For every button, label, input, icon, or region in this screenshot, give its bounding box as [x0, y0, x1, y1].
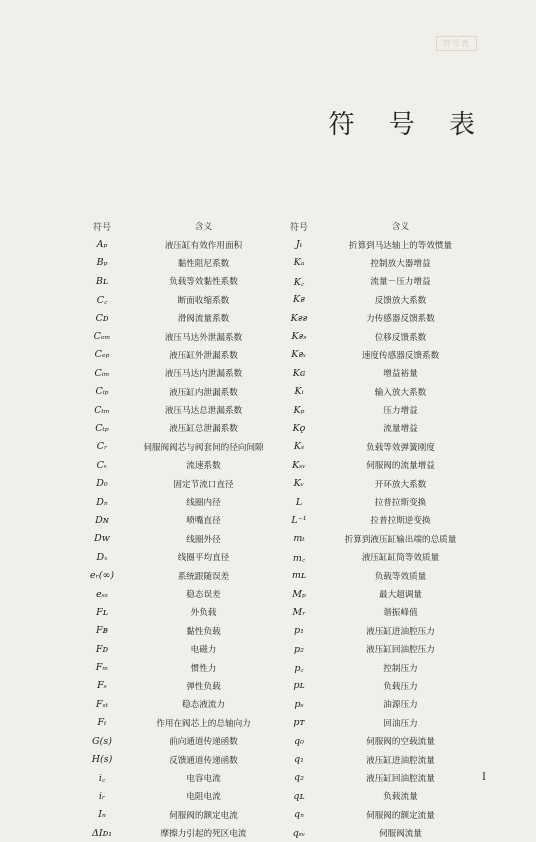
table-row — [275, 309, 478, 327]
symbol-cell: pʟ — [293, 680, 305, 692]
column-header — [275, 217, 478, 235]
symbol-cell: p₁ — [294, 625, 304, 637]
meaning-cell: 伺服阀的额定电流 — [169, 810, 238, 821]
symbol-cell: Cᴅ — [95, 312, 109, 324]
table-row — [275, 419, 478, 437]
symbol-cell: Kғ — [293, 294, 305, 306]
meaning-cell: 伺服阀阀芯与阀套间的径向间隙 — [143, 442, 264, 453]
table-row — [275, 622, 478, 640]
symbol-cell: Aₚ — [96, 239, 108, 251]
meaning-cell: 折算到马达轴上的等效惯量 — [348, 240, 453, 251]
table-row — [72, 254, 275, 272]
meaning-cell: 负载等效质量 — [374, 571, 427, 582]
symbol-cell: Dₓ — [96, 551, 108, 563]
meaning-cell: 油源压力 — [383, 700, 418, 711]
symbol-cell: Kɢ — [292, 367, 306, 379]
table-row — [275, 364, 478, 382]
table-row — [72, 235, 275, 253]
symbol-header: 符号 — [289, 222, 308, 233]
symbol-cell: Kғₛ — [291, 331, 307, 343]
meaning-cell: 惯性力 — [190, 663, 217, 674]
table-row — [72, 530, 275, 548]
table-row — [72, 566, 275, 584]
symbol-cell: Fₜ — [97, 717, 107, 729]
symbol-cell: Dₙ — [96, 496, 108, 508]
meaning-cell: 电容电流 — [186, 773, 221, 784]
meaning-cell: 液压缸内泄漏系数 — [169, 387, 238, 398]
symbol-cell: q₀ — [294, 735, 304, 747]
table-row — [275, 695, 478, 713]
meaning-cell: 稳态误差 — [186, 590, 221, 600]
table-row — [275, 750, 478, 768]
table-row — [275, 456, 478, 474]
meaning-cell: 控制放大器增益 — [370, 258, 431, 269]
meaning-cell: 线圈内径 — [186, 498, 221, 509]
table-row — [275, 291, 478, 309]
table-row — [275, 474, 478, 492]
symbol-cell: Cᵢₚ — [95, 386, 109, 398]
symbol-cell: Cₜₘ — [94, 404, 110, 416]
symbol-cell: Cᵥ — [96, 459, 108, 471]
meaning-cell: 弹性负载 — [186, 681, 221, 692]
table-row — [72, 474, 275, 492]
symbol-cell: Kғᵥ — [291, 349, 307, 361]
table-row — [72, 750, 275, 768]
meaning-cell: 作用在阀芯上的总轴向力 — [156, 718, 251, 729]
meaning-cell: 压力增益 — [383, 406, 418, 417]
meaning-cell: 位移反馈系数 — [374, 332, 427, 343]
table-row — [72, 327, 275, 345]
symbol-cell: mʟ — [291, 570, 307, 582]
meaning-cell: 液压缸进油腔压力 — [366, 626, 435, 637]
meaning-cell: 反馈放大系数 — [374, 295, 427, 306]
meaning-cell: 电阻电流 — [186, 792, 221, 803]
meaning-cell: 负载等效黏性系数 — [169, 277, 238, 288]
meaning-cell: 伺服阀的空载流量 — [366, 737, 435, 748]
symbol-cell: Dᴡ — [94, 533, 110, 545]
symbol-cell: Mᵣ — [292, 606, 306, 618]
meaning-cell: 谐振峰值 — [383, 608, 418, 619]
table-row — [72, 548, 275, 566]
symbol-cell: qₛᵥ — [292, 827, 306, 839]
symbol-cell: L — [295, 496, 303, 508]
meaning-cell: 速度传感器反馈系数 — [361, 350, 440, 361]
symbol-cell: Bʟ — [95, 275, 109, 287]
symbol-cell: Kғғ — [290, 312, 308, 324]
symbol-table — [72, 217, 478, 842]
table-row — [72, 291, 275, 309]
table-row — [72, 714, 275, 732]
meaning-cell: 液压马达内泄漏系数 — [164, 369, 243, 380]
symbol-cell: p₂ — [294, 643, 304, 655]
symbol-cell: Dɴ — [95, 514, 109, 526]
table-row — [275, 493, 478, 511]
meaning-cell: 伺服阀的额定流量 — [366, 810, 435, 821]
table-row — [72, 419, 275, 437]
table-row — [275, 732, 478, 750]
symbol-cell: D₀ — [96, 478, 108, 490]
symbol-cell: qₙ — [294, 809, 304, 821]
table-row — [275, 346, 478, 364]
symbol-cell: Cₑₚ — [94, 349, 110, 361]
table-row — [72, 309, 275, 327]
symbol-cell: eᵣ(∞) — [89, 570, 115, 582]
table-row — [275, 401, 478, 419]
table-row — [72, 364, 275, 382]
table-row — [275, 383, 478, 401]
table-row — [72, 640, 275, 658]
meaning-cell: 前向通道传递函数 — [169, 737, 238, 748]
symbol-cell: Kₚ — [293, 404, 305, 416]
table-row — [275, 327, 478, 345]
symbol-cell: Fₛₜ — [95, 698, 109, 710]
table-row — [275, 585, 478, 603]
meaning-cell: 液压缸缸筒等效质量 — [361, 553, 440, 564]
table-row — [275, 254, 478, 272]
meaning-cell: 摩擦力引起的死区电流 — [160, 829, 247, 840]
meaning-cell: 液压马达外泄漏系数 — [164, 332, 243, 343]
table-row — [72, 824, 275, 842]
meaning-header: 含义 — [391, 222, 410, 233]
symbol-cell: Kᵥ — [293, 478, 305, 490]
meaning-cell: 折算到液压缸输出端的总质量 — [344, 534, 457, 545]
meaning-cell: 流速系数 — [186, 461, 221, 472]
meaning-cell: 输入放大系数 — [374, 387, 427, 398]
symbol-cell: C꜀ — [96, 295, 108, 307]
meaning-cell: 固定节流口直径 — [173, 479, 234, 490]
meaning-cell: 负载压力 — [383, 681, 418, 692]
table-row — [72, 493, 275, 511]
table-row — [72, 346, 275, 364]
symbol-cell: Fʙ — [96, 625, 108, 637]
table-row — [275, 511, 478, 529]
symbol-cell: Kₐ — [293, 257, 305, 269]
meaning-cell: 电磁力 — [190, 645, 217, 656]
header-tag: 符号表 — [436, 36, 477, 51]
meaning-cell: 伺服阀流量 — [379, 829, 422, 840]
meaning-cell: 液压缸外泄漏系数 — [169, 350, 238, 361]
meaning-cell: 液压缸进油腔流量 — [366, 755, 435, 766]
meaning-cell: 控制压力 — [383, 663, 418, 674]
meaning-cell: 液压缸回油腔压力 — [366, 645, 435, 656]
meaning-cell: 负载流量 — [383, 792, 418, 803]
symbol-cell: ΔIᴅ₁ — [92, 827, 112, 839]
right-column — [275, 217, 478, 842]
table-row — [275, 787, 478, 805]
symbol-header: 符号 — [92, 222, 111, 233]
table-row — [275, 824, 478, 842]
meaning-cell: 液压缸总泄漏系数 — [169, 424, 238, 435]
meaning-cell: 液压马达总泄漏系数 — [164, 406, 243, 417]
meaning-cell: 增益裕量 — [383, 369, 418, 380]
meaning-cell: 断面收缩系数 — [177, 295, 230, 306]
page-number: I — [482, 772, 486, 783]
symbol-cell: q₁ — [294, 754, 304, 766]
table-row — [72, 769, 275, 787]
symbol-cell: H(s) — [91, 754, 113, 766]
meaning-cell: 回油压力 — [383, 718, 418, 729]
page-title: 符 号 表 — [328, 110, 488, 140]
table-row — [72, 695, 275, 713]
meaning-cell: 流量－压力增益 — [370, 277, 431, 288]
meaning-cell: 喷嘴直径 — [186, 516, 221, 527]
meaning-cell: 流量增益 — [383, 424, 418, 435]
table-row — [72, 585, 275, 603]
meaning-cell: 负载等效弹簧刚度 — [366, 442, 435, 453]
meaning-cell: 黏性负载 — [186, 626, 221, 637]
meaning-cell: 滑阀流量系数 — [177, 314, 230, 325]
table-row — [275, 530, 478, 548]
symbol-cell: Fʟ — [96, 606, 108, 618]
symbol-cell: G(s) — [92, 735, 112, 747]
meaning-cell: 液压缸有效作用面积 — [164, 240, 243, 251]
table-row — [275, 566, 478, 584]
meaning-cell: 力传感器反馈系数 — [366, 314, 435, 325]
table-row — [275, 658, 478, 676]
table-row — [72, 272, 275, 290]
table-row — [72, 732, 275, 750]
meaning-cell: 伺服阀的流量增益 — [366, 461, 435, 472]
table-row — [72, 511, 275, 529]
meaning-cell: 反馈通道传递函数 — [169, 755, 238, 766]
table-row — [72, 677, 275, 695]
table-row — [72, 658, 275, 676]
symbol-cell: q₂ — [294, 772, 304, 784]
table-row — [72, 401, 275, 419]
table-row — [72, 622, 275, 640]
table-row — [275, 677, 478, 695]
meaning-cell: 外负载 — [190, 608, 217, 619]
symbol-cell: Iₙ — [98, 809, 106, 821]
symbol-cell: Cᵢₘ — [94, 367, 110, 379]
symbol-cell: m꜀ — [292, 552, 306, 564]
symbol-cell: Cₜₚ — [95, 422, 109, 434]
symbol-cell: Kₛ — [293, 441, 305, 453]
symbol-cell: Cₑₘ — [93, 331, 111, 343]
meaning-cell: 线圈平均直径 — [177, 553, 230, 564]
table-row — [72, 383, 275, 401]
left-column — [72, 217, 275, 842]
symbol-cell: Fₘ — [95, 662, 109, 674]
symbol-cell: eₛₛ — [95, 588, 109, 600]
meaning-cell: 开环放大系数 — [374, 479, 427, 490]
column-header — [72, 217, 275, 235]
symbol-cell: Kₛᵥ — [292, 459, 306, 471]
symbol-cell: Mₚ — [292, 588, 306, 600]
meaning-cell: 液压缸回油腔流量 — [366, 773, 435, 784]
symbol-cell: Bₚ — [96, 257, 108, 269]
symbol-cell: Kᵢ — [294, 386, 304, 398]
symbol-cell: iᵣ — [98, 790, 106, 802]
symbol-cell: qʟ — [293, 790, 305, 802]
meaning-cell: 线圈外径 — [186, 534, 221, 545]
table-row — [275, 235, 478, 253]
symbol-cell: Jₜ — [295, 239, 303, 251]
meaning-cell: 稳态液流力 — [182, 700, 225, 711]
table-row — [72, 603, 275, 621]
table-row — [275, 603, 478, 621]
symbol-cell: Cᵣ — [96, 441, 108, 453]
meaning-cell: 拉普拉斯变换 — [374, 498, 427, 509]
meaning-cell: 系统跟随误差 — [177, 571, 230, 582]
symbol-cell: i꜀ — [98, 773, 106, 785]
meaning-header: 含义 — [194, 222, 213, 233]
symbol-cell: Fᴅ — [95, 643, 109, 655]
meaning-cell: 黏性阻尼系数 — [177, 258, 230, 269]
table-row — [72, 456, 275, 474]
table-row — [72, 787, 275, 805]
symbol-cell: Kǫ — [292, 422, 306, 434]
symbol-cell: Fₛ — [97, 680, 107, 692]
symbol-cell: pₛ — [294, 698, 304, 710]
symbol-cell: p꜀ — [294, 663, 304, 675]
meaning-cell: 拉普拉斯逆变换 — [370, 516, 431, 527]
table-row — [275, 438, 478, 456]
meaning-cell: 最大超调量 — [379, 590, 422, 600]
table-row — [275, 714, 478, 732]
table-row — [275, 272, 478, 290]
table-row — [72, 806, 275, 824]
table-row — [275, 769, 478, 787]
symbol-cell: pᴛ — [293, 717, 305, 729]
table-row — [275, 806, 478, 824]
table-row — [72, 438, 275, 456]
table-row — [275, 548, 478, 566]
symbol-cell: K꜀ — [293, 276, 305, 288]
symbol-cell: mₜ — [293, 533, 305, 545]
symbol-cell: L⁻¹ — [291, 514, 307, 526]
table-row — [275, 640, 478, 658]
